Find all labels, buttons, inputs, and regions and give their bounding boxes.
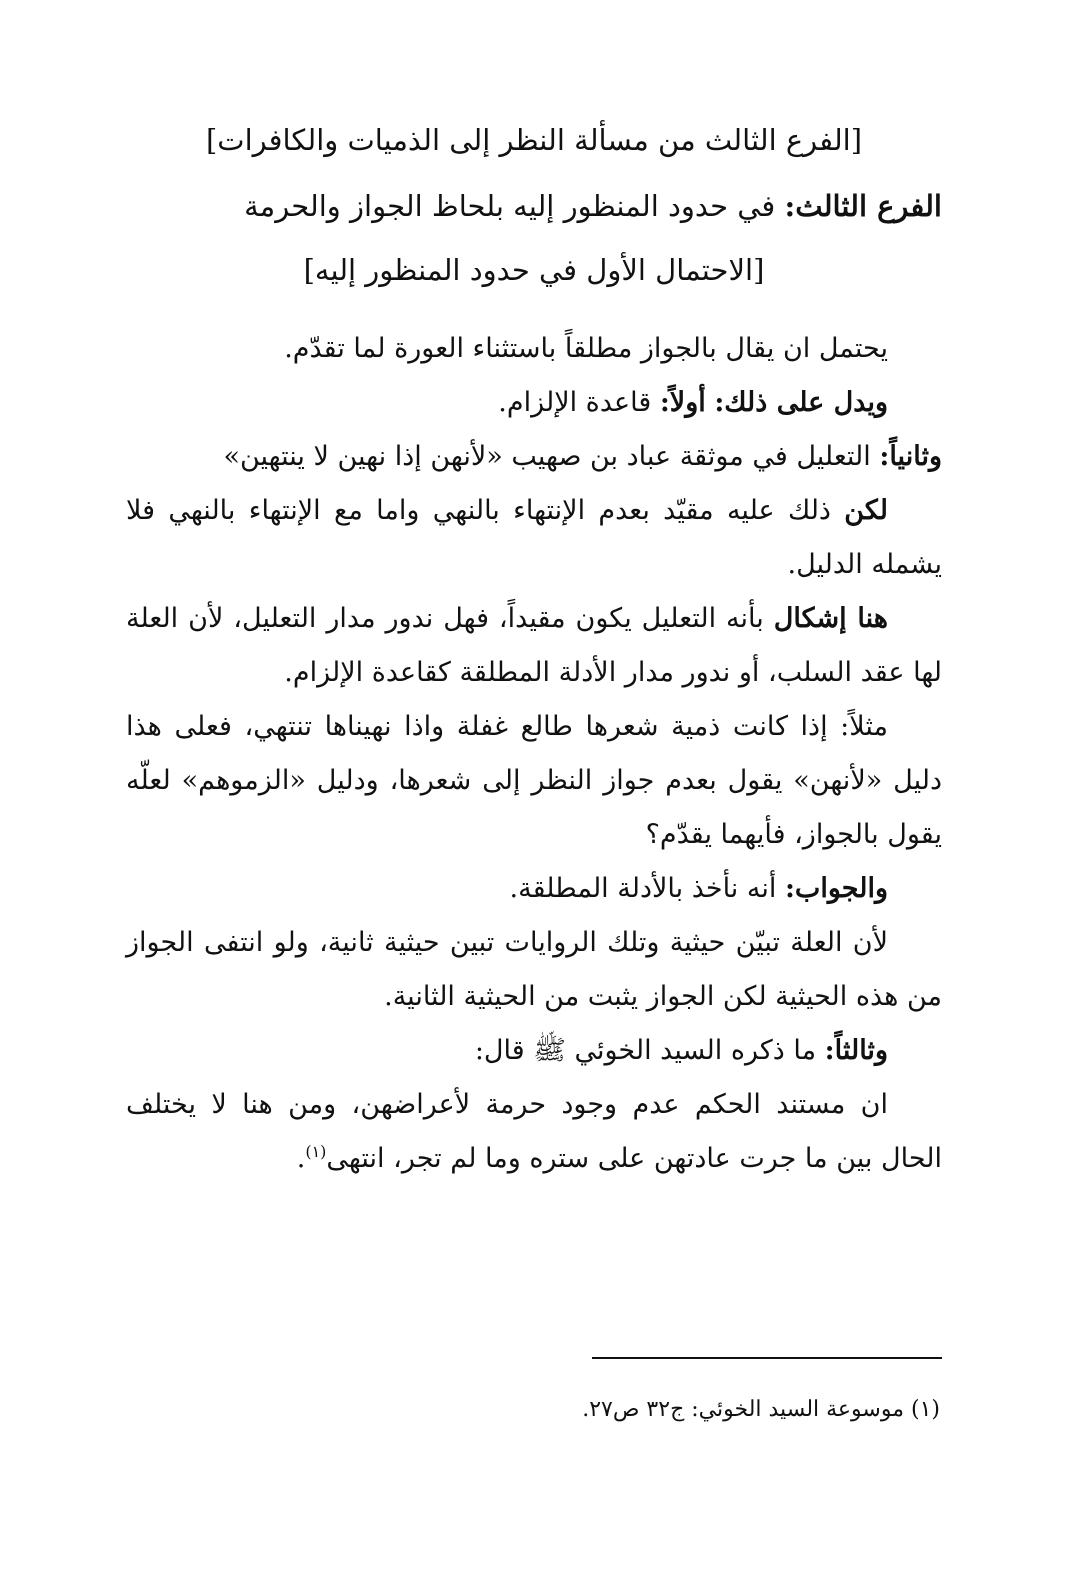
paragraph-3 [126,430,942,484]
para2-label-2: أولاً: [659,387,706,418]
paragraph-2 [126,376,942,430]
footnote: (١) موسوعة السيد الخوئي: ج٣٢ ص٢٧. [582,1397,940,1422]
para3-text: التعليل في موثقة عباد بن صهيب «لأنهن إذا نهين لا ينتهين» [223,441,880,472]
para4-label: لكن [844,495,888,526]
para3-label: وثانياً: [879,441,942,472]
paragraph-8: لأن العلة تبيّن حيثية وتلك الروايات تبين حيثية ثانية، ولو انتفى الجواز من هذه الحيثية لكن الجواز يثبت من الحيثية الثانية. [126,927,942,1012]
paragraph-5 [126,592,942,700]
paragraph-6: مثلاً: إذا كانت ذمية شعرها طالع غفلة واذا نهيناها تنتهي، فعلى هذا دليل «لأنهن» يقول بعدم جواز النظر إلى شعرها، ودليل «الزموهم» لعلّه يقول بالجواز، فأيهما يقدّم؟ [126,711,942,850]
branch-label: الفرع الثالث: [784,189,942,223]
para4-text: ذلك عليه مقيّد بعدم الإنتهاء بالنهي واما مع الإنتهاء بالنهي فلا يشمله الدليل. [126,495,942,580]
para2-label-1: ويدل على ذلك: [714,387,888,418]
para5-label: هنا إشكال [773,603,888,634]
para7-label: والجواب: [784,873,888,904]
branch-text: في حدود المنظور إليه بلحاظ الجواز والحرمة [244,189,785,223]
para10-end: . [296,1143,306,1174]
page-body [126,118,942,1186]
para10-text: ان مستند الحكم عدم وجود حرمة لأعراضهن، ومن هنا لا يختلف الحال بين ما جرت عادتهن على ستره وما لم تجر، انتهى [126,1089,942,1174]
footnote-divider [592,1357,942,1359]
para2-text: قاعدة الإلزام. [498,387,660,418]
subsection-heading: [الاحتمال الأول في حدود المنظور إليه] [303,253,765,287]
para9-text: ما ذكره السيد الخوئي ﷺ قال: [474,1035,825,1066]
para7-text: أنه نأخذ بالأدلة المطلقة. [509,873,785,904]
branch-title [126,184,942,228]
paragraph-1: يحتمل ان يقال بالجواز مطلقاً باستثناء العورة لما تقدّم. [284,333,888,364]
footnote-reference[interactable]: (١) [305,1142,327,1161]
paragraph-10 [126,1078,942,1186]
paragraph-7 [126,862,942,916]
section-heading: [الفرع الثالث من مسألة النظر إلى الذميات والكافرات] [205,123,863,157]
para9-label: وثالثاً: [824,1035,888,1066]
para5-text: بأنه التعليل يكون مقيداً، فهل ندور مدار التعليل، لأن العلة لها عقد السلب، أو ندور مدار الأدلة المطلقة كقاعدة الإلزام. [126,603,942,688]
paragraph-4 [126,484,942,592]
paragraph-9 [126,1024,942,1078]
